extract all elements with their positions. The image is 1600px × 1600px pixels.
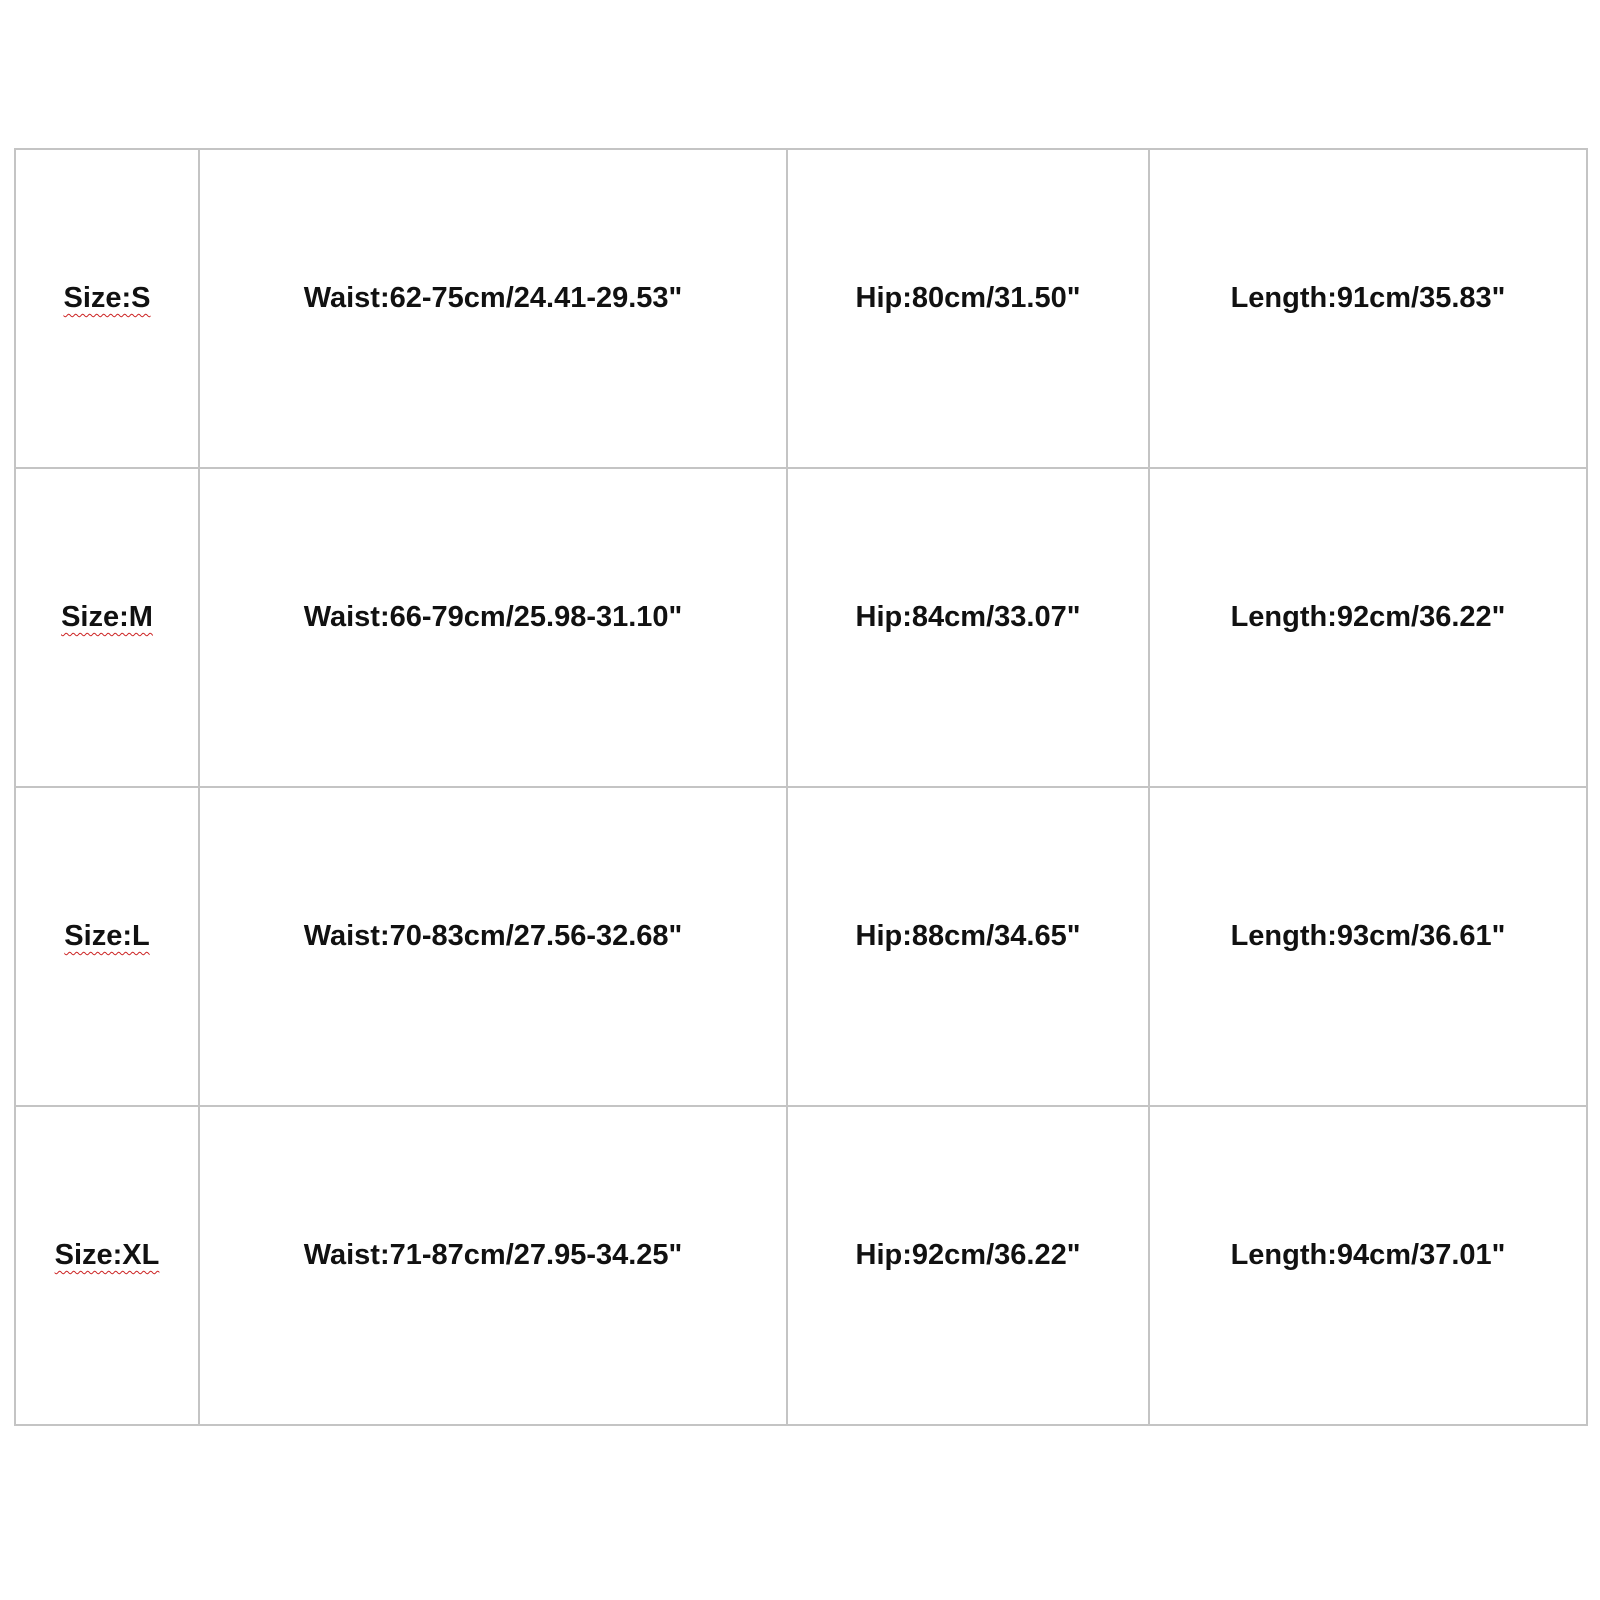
size-cell (15, 149, 199, 468)
length-value: Length:92cm/36.22" (1230, 601, 1506, 633)
waist-cell (199, 1106, 787, 1425)
hip-cell (787, 1106, 1149, 1425)
length-cell (1149, 149, 1587, 468)
size-label: Size:XL (54, 1239, 160, 1271)
length-value: Length:91cm/35.83" (1230, 282, 1506, 314)
table-row (15, 468, 1587, 787)
hip-value: Hip:84cm/33.07" (855, 601, 1081, 633)
length-cell (1149, 468, 1587, 787)
waist-cell (199, 787, 787, 1106)
waist-cell (199, 149, 787, 468)
hip-cell (787, 787, 1149, 1106)
table-row (15, 1106, 1587, 1425)
size-cell (15, 468, 199, 787)
size-label: Size:M (61, 601, 153, 633)
waist-value: Waist:62-75cm/24.41-29.53" (303, 282, 683, 314)
waist-value: Waist:71-87cm/27.95-34.25" (303, 1239, 683, 1271)
table-row (15, 149, 1587, 468)
size-cell (15, 787, 199, 1106)
length-cell (1149, 1106, 1587, 1425)
waist-cell (199, 468, 787, 787)
length-value: Length:93cm/36.61" (1230, 920, 1506, 952)
hip-value: Hip:80cm/31.50" (855, 282, 1081, 314)
table-row (15, 787, 1587, 1106)
size-label: Size:S (63, 282, 151, 314)
size-cell (15, 1106, 199, 1425)
hip-value: Hip:92cm/36.22" (855, 1239, 1081, 1271)
waist-value: Waist:70-83cm/27.56-32.68" (303, 920, 683, 952)
hip-value: Hip:88cm/34.65" (855, 920, 1081, 952)
size-chart-table (14, 148, 1588, 1426)
hip-cell (787, 468, 1149, 787)
hip-cell (787, 149, 1149, 468)
waist-value: Waist:66-79cm/25.98-31.10" (303, 601, 683, 633)
length-cell (1149, 787, 1587, 1106)
size-label: Size:L (64, 920, 150, 952)
length-value: Length:94cm/37.01" (1230, 1239, 1506, 1271)
